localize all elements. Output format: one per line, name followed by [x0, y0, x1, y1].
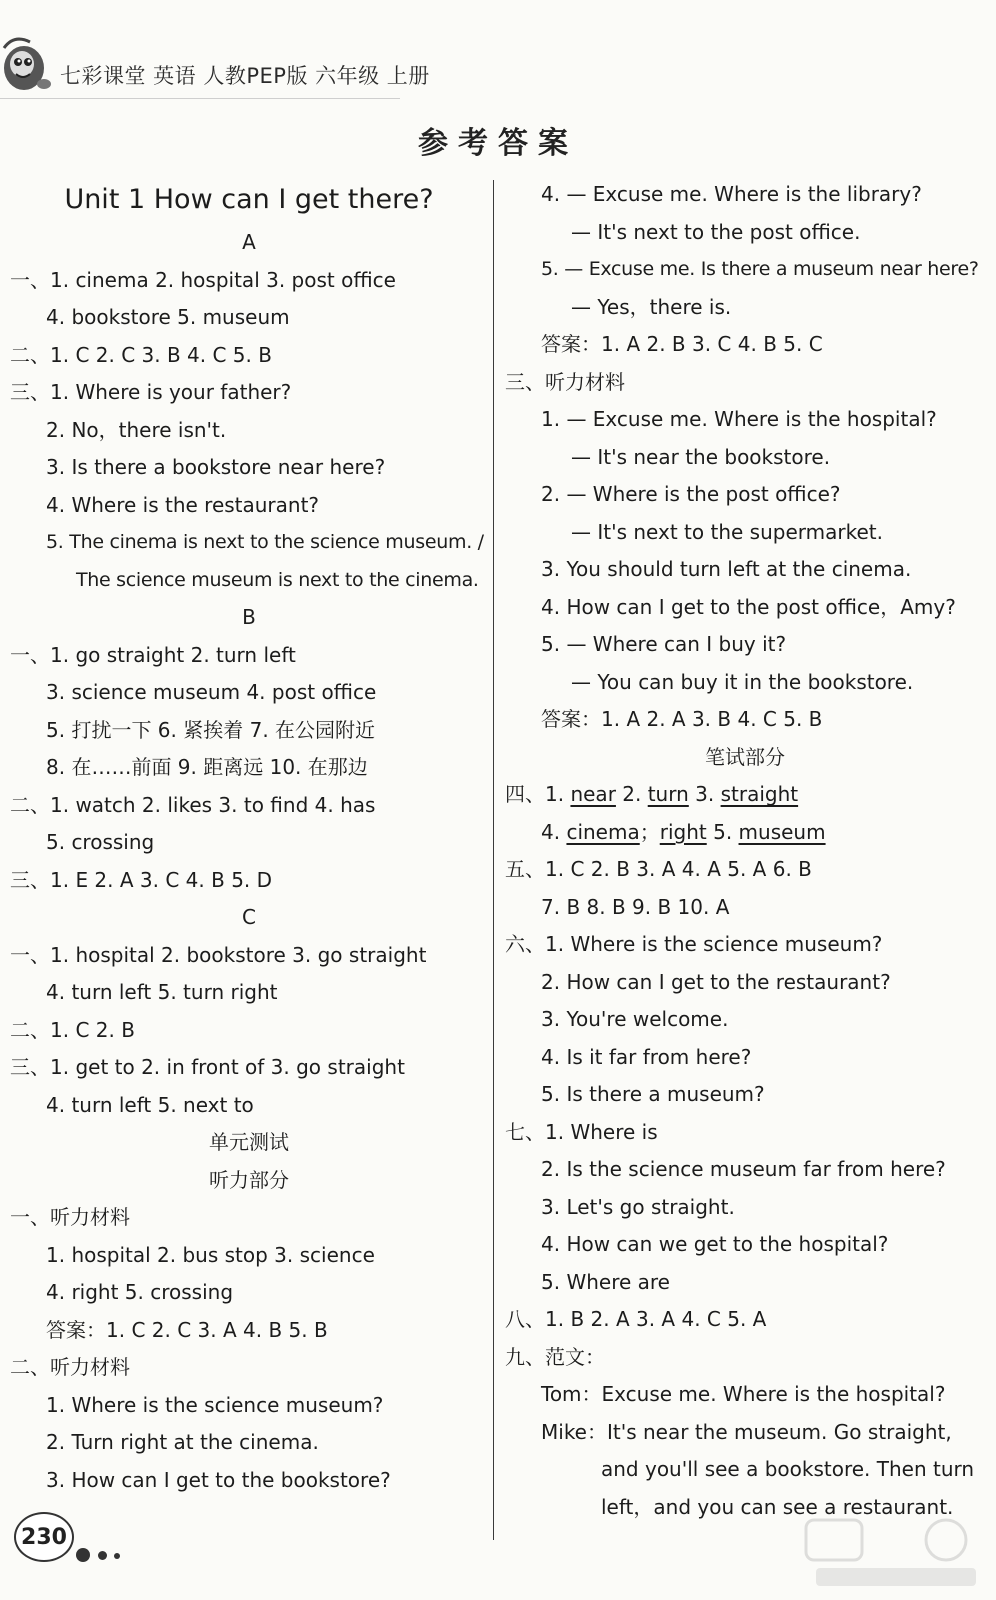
left-column-line: 2. No，there isn't.: [46, 417, 227, 442]
left-column-line: 一、1. go straight 2. turn left: [10, 642, 296, 667]
left-column-line: B: [242, 605, 256, 629]
right-column-line: 5. — Where can I buy it?: [541, 632, 787, 656]
left-answer-column: [10, 176, 488, 1499]
right-column-line: 4. How can we get to the hospital?: [541, 1232, 889, 1256]
underlined-answer: right: [659, 819, 707, 844]
right-column-line: [505, 814, 985, 852]
left-column-line: 3. Is there a bookstore near here?: [46, 455, 386, 479]
left-column-line: 4. bookstore 5. museum: [46, 305, 290, 329]
book-series-title: 七彩课堂 英语 人教PEP版 六年级 上册: [60, 64, 430, 88]
right-column-line: 7. B 8. B 9. B 10. A: [541, 894, 730, 919]
column-divider: [493, 180, 494, 1540]
right-column-line: 2. Is the science museum far from here?: [541, 1157, 946, 1181]
right-column-line: — It's next to the supermarket.: [571, 519, 883, 544]
left-column-line: 一、听力材料: [10, 1205, 130, 1229]
right-column-line: [505, 776, 985, 814]
right-answer-column: [505, 176, 985, 1526]
mascot-logo-icon: [0, 34, 52, 96]
right-column-line: left，and you can see a restaurant.: [601, 1494, 954, 1519]
right-column-line: — It's next to the post office.: [571, 219, 861, 244]
left-column-line: 2. Turn right at the cinema.: [46, 1430, 319, 1454]
left-column-line: 答案：1. C 2. C 3. A 4. B 5. B: [46, 1317, 328, 1342]
page-title: 参考答案: [418, 126, 578, 161]
left-column-line: 5. 打扰一下 6. 紧挨着 7. 在公园附近: [46, 717, 376, 742]
left-column-line: 听力部分: [209, 1167, 289, 1192]
left-column-line: 3. How can I get to the bookstore?: [46, 1467, 391, 1492]
left-column-line: 单元测试: [209, 1130, 289, 1154]
right-column-line: Mike：It's near the museum. Go straight,: [541, 1419, 952, 1444]
right-column-line: 1. — Excuse me. Where is the hospital?: [541, 407, 937, 431]
right-column-line: 笔试部分: [705, 744, 785, 769]
right-column-line: 4. Is it far from here?: [541, 1044, 752, 1069]
right-column-line: 5. — Excuse me. Is there a museum near here?: [541, 258, 979, 280]
right-column-line: 3. You should turn left at the cinema.: [541, 557, 912, 581]
left-column-line: Unit 1 How can I get there?: [64, 184, 434, 215]
left-column-line: The science museum is next to the cinema.: [76, 568, 479, 591]
right-column-line: and you'll see a bookstore. Then turn: [601, 1457, 975, 1481]
answer-text: ；: [639, 819, 660, 844]
right-column-line: 4. How can I get to the post office，Amy?: [541, 594, 956, 619]
left-column-line: 4. right 5. crossing: [46, 1280, 234, 1304]
left-column-line: 一、1. hospital 2. bookstore 3. go straight: [10, 942, 427, 967]
underlined-answer: turn: [647, 782, 689, 806]
decorative-dots-icon: [76, 1548, 146, 1564]
answer-text: 2.: [615, 782, 648, 806]
left-column-line: 4. turn left 5. next to: [46, 1092, 254, 1117]
left-column-line: 5. The cinema is next to the science museum. /: [46, 531, 484, 553]
right-column-line: 五、1. C 2. B 3. A 4. A 5. A 6. B: [505, 857, 812, 881]
right-column-line: 答案：1. A 2. A 3. B 4. C 5. B: [541, 707, 823, 731]
left-column-line: 1. hospital 2. bus stop 3. science: [46, 1242, 375, 1267]
right-column-line: 六、1. Where is the science museum?: [505, 932, 883, 956]
underlined-answer: near: [570, 782, 616, 806]
right-column-line: 答案：1. A 2. B 3. C 4. B 5. C: [541, 332, 823, 356]
page-footer: [8, 1508, 308, 1568]
answer-text: 四、1.: [505, 782, 571, 806]
page-header: [0, 20, 996, 100]
left-column-line: 3. science museum 4. post office: [46, 680, 377, 704]
right-column-line: 三、听力材料: [505, 369, 625, 394]
right-column-line: 2. How can I get to the restaurant?: [541, 969, 891, 994]
answer-text: 5.: [706, 819, 739, 844]
left-column-line: A: [242, 230, 256, 254]
right-column-line: — Yes，there is.: [571, 294, 732, 319]
right-column-line: — You can buy it in the bookstore.: [571, 669, 914, 694]
left-column-line: 5. crossing: [46, 830, 155, 854]
left-column-line: 8. 在……前面 9. 距离远 10. 在那边: [46, 755, 368, 779]
right-column-line: — It's near the bookstore.: [571, 444, 831, 469]
underlined-answer: cinema: [566, 819, 640, 844]
right-column-line: 2. — Where is the post office?: [541, 482, 841, 506]
left-column-line: 4. turn left 5. turn right: [46, 980, 278, 1004]
right-column-line: 5. Is there a museum?: [541, 1082, 765, 1106]
underlined-answer: straight: [720, 782, 799, 806]
left-column-line: 二、听力材料: [10, 1355, 130, 1379]
answer-text: 4.: [541, 819, 567, 844]
right-column-line: 5. Where are: [541, 1269, 670, 1294]
left-column-line: 二、1. watch 2. likes 3. to find 4. has: [10, 792, 376, 817]
right-column-line: 九、范文：: [505, 1344, 605, 1369]
answer-text: 3.: [688, 782, 721, 806]
right-column-line: 八、1. B 2. A 3. A 4. C 5. A: [505, 1307, 767, 1331]
left-column-line: 一、1. cinema 2. hospital 3. post office: [10, 267, 396, 292]
left-column-line: 三、1. get to 2. in front of 3. go straight: [10, 1055, 405, 1079]
right-column-line: Tom：Excuse me. Where is the hospital?: [541, 1382, 946, 1406]
left-column-line: 二、1. C 2. B: [10, 1017, 135, 1042]
left-column-line: 1. Where is the science museum?: [46, 1392, 384, 1417]
header-divider: [0, 98, 400, 99]
right-column-line: 3. Let's go straight.: [541, 1194, 735, 1219]
site-watermark-icon: [796, 1514, 986, 1594]
right-column-line: 4. — Excuse me. Where is the library?: [541, 182, 922, 206]
underlined-answer: museum: [738, 819, 826, 844]
left-column-line: 三、1. E 2. A 3. C 4. B 5. D: [10, 867, 273, 892]
left-column-line: 4. Where is the restaurant?: [46, 492, 320, 517]
left-column-line: C: [242, 905, 256, 929]
left-column-line: 三、1. Where is your father?: [10, 380, 292, 404]
page-number-badge: 230: [14, 1512, 74, 1562]
right-column-line: 3. You're welcome.: [541, 1007, 729, 1031]
right-column-line: 七、1. Where is: [505, 1119, 658, 1144]
left-column-line: 二、1. C 2. C 3. B 4. C 5. B: [10, 342, 272, 367]
